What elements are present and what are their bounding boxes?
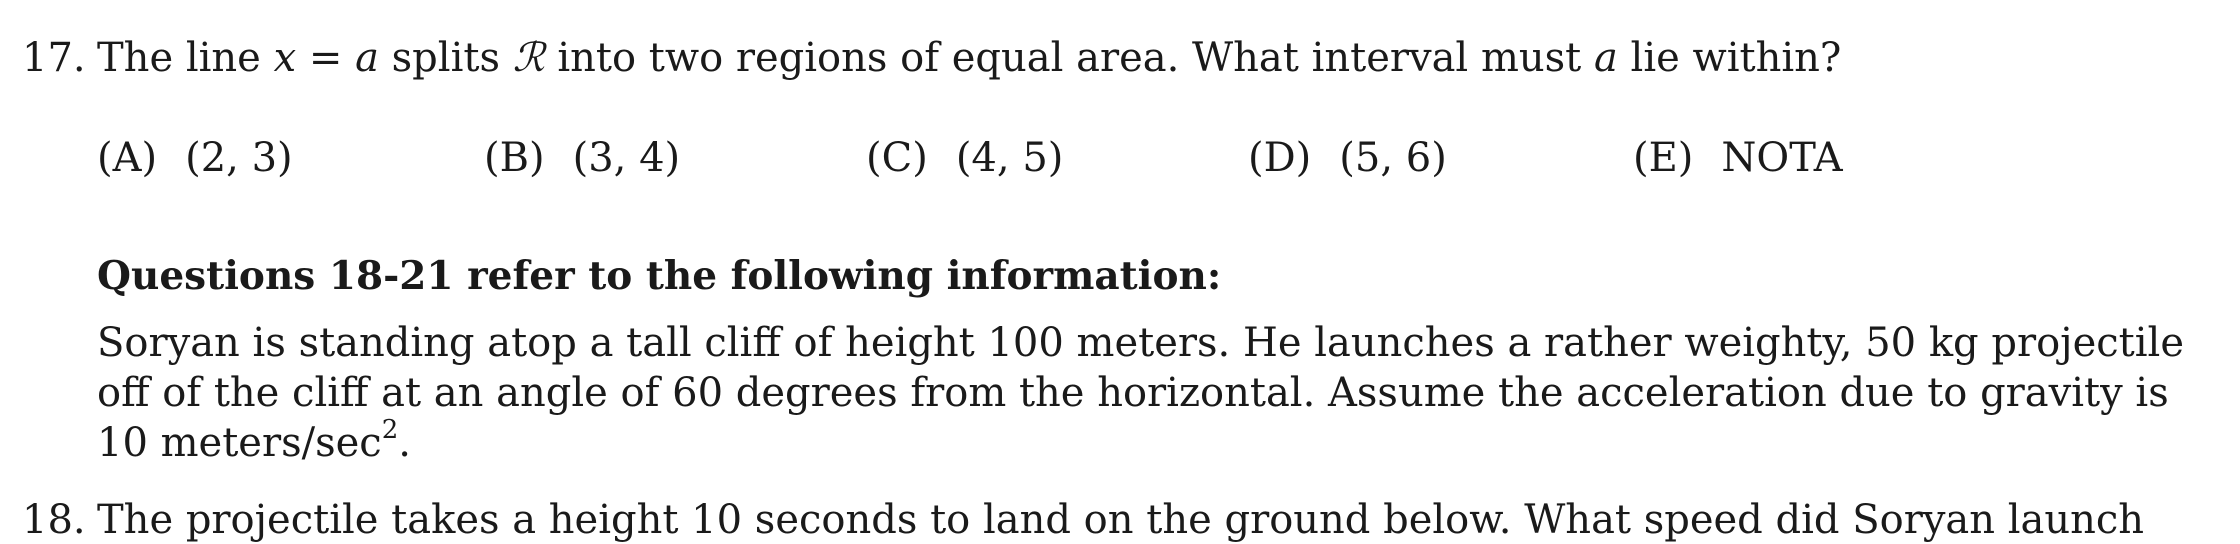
question-17 bbox=[22, 34, 1841, 82]
question-18 bbox=[22, 496, 2144, 544]
answer-choice-b bbox=[484, 134, 680, 182]
choice-label: (C) bbox=[866, 135, 928, 181]
info-line-3 bbox=[97, 414, 1997, 468]
region-symbol: ℛ bbox=[512, 35, 545, 81]
question-number: 17. bbox=[22, 35, 86, 81]
choice-label: (E) bbox=[1633, 135, 1694, 181]
question-text-splits: splits bbox=[378, 35, 513, 81]
math-variable-x: x bbox=[273, 35, 297, 81]
choice-label: (A) bbox=[97, 135, 158, 181]
choice-value: NOTA bbox=[1721, 135, 1843, 181]
question-text-start: The line bbox=[97, 35, 274, 81]
exponent: 2 bbox=[381, 414, 399, 445]
answer-choice-d bbox=[1248, 134, 1447, 182]
choice-label: (D) bbox=[1248, 135, 1312, 181]
answer-choice-a bbox=[97, 134, 293, 182]
choice-value: (2, 3) bbox=[185, 135, 293, 181]
period: . bbox=[398, 420, 411, 466]
choice-value: (3, 4) bbox=[572, 135, 681, 181]
answer-choice-c bbox=[866, 134, 1063, 182]
choice-label: (B) bbox=[484, 135, 545, 181]
math-variable-a: a bbox=[355, 35, 379, 81]
info-line-1: Soryan is standing atop a tall cliff of height 100 meters. He launches a rather weighty, 50 kg projectile bbox=[97, 320, 2184, 366]
info-paragraph bbox=[97, 318, 2184, 468]
math-variable-a: a bbox=[1593, 35, 1618, 81]
question-text-middle: into two regions of equal area. What interval must bbox=[544, 35, 1594, 81]
answer-choice-e bbox=[1633, 134, 1843, 182]
choice-value: (5, 6) bbox=[1339, 135, 1447, 181]
section-heading: Questions 18-21 refer to the following information: bbox=[97, 253, 1222, 299]
choice-value: (4, 5) bbox=[955, 135, 1064, 181]
gravity-value: 10 meters/sec bbox=[97, 420, 382, 466]
question-text-partial: The projectile takes a height 10 seconds to land on the ground below. What speed did Soryan launch bbox=[97, 497, 2145, 543]
info-line-2: off of the cliff at an angle of 60 degrees from the horizontal. Assume the acceleration due to gravity is bbox=[97, 370, 2169, 416]
question-number: 18. bbox=[22, 497, 86, 543]
question-text-end: lie within? bbox=[1617, 35, 1842, 81]
math-equals: = bbox=[296, 35, 356, 81]
